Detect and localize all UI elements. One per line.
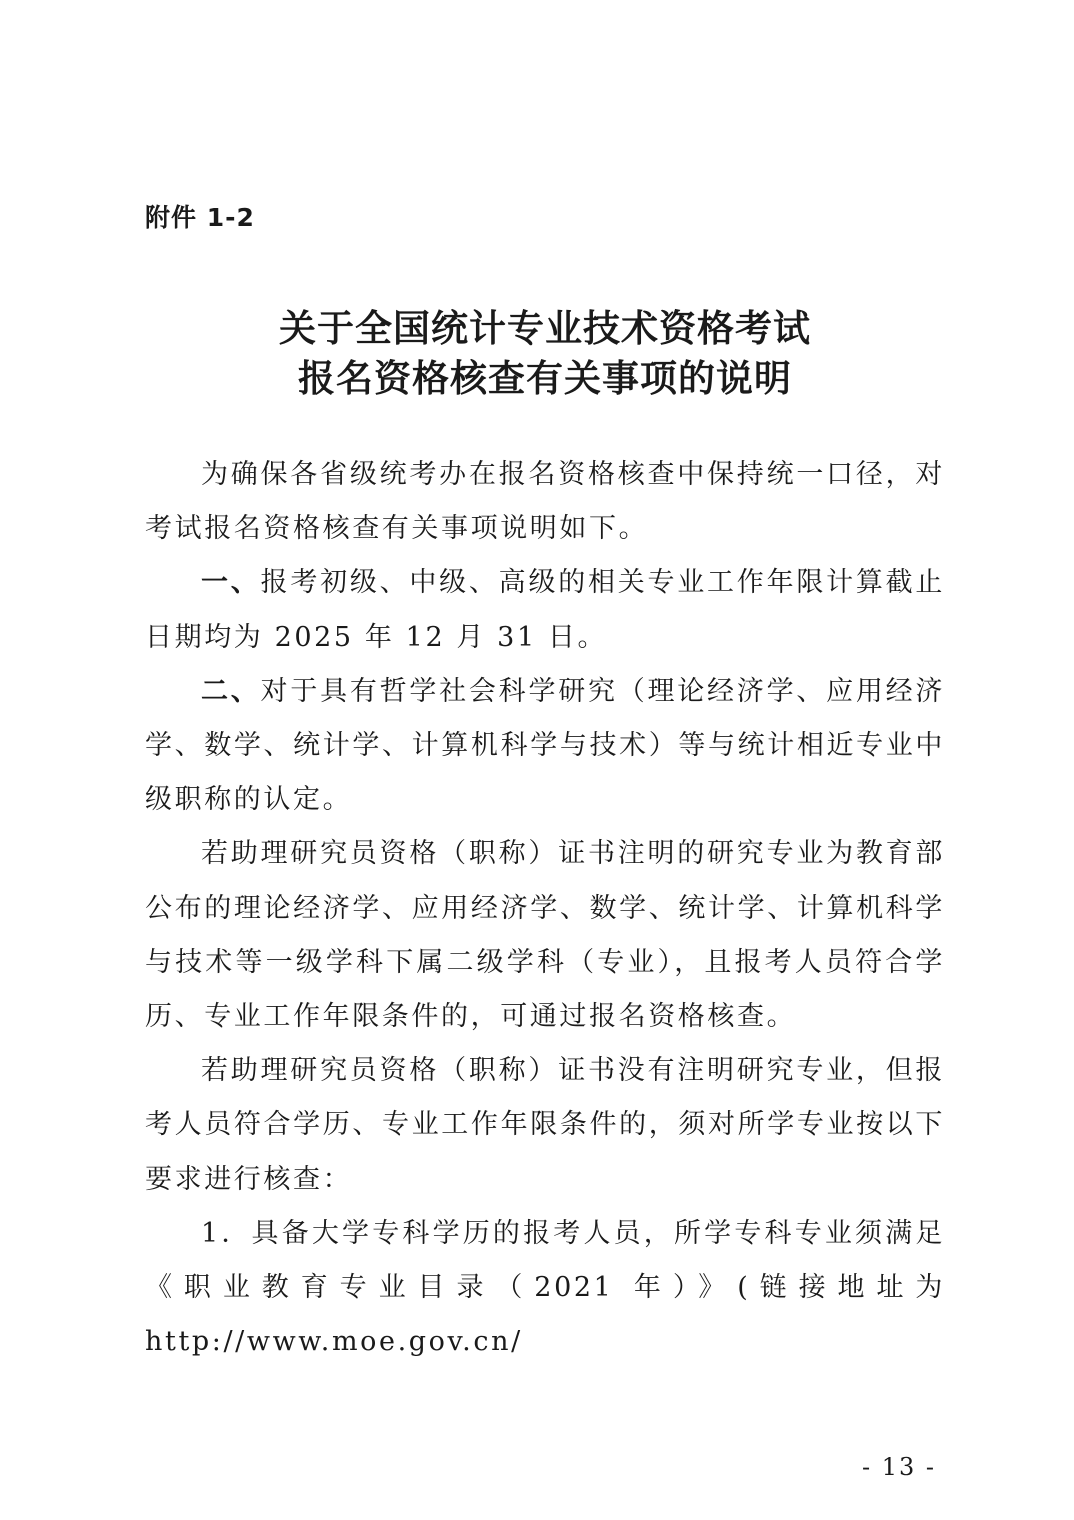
paragraph-section-2 bbox=[145, 665, 945, 828]
document-title-line1: 关于全国统计专业技术资格考试 bbox=[279, 307, 811, 350]
document-title-line2: 报名资格核查有关事项的说明 bbox=[298, 357, 792, 400]
paragraph-text: 报考初级、中级、高级的相关专业工作年限计算截止日期均为 2025 年 12 月 31 日。 bbox=[145, 567, 945, 653]
paragraph-text: 对于具有哲学社会科学研究（理论经济学、应用经济学、数学、统计学、计算机科学与技术）等与统计相近专业中级职称的认定。 bbox=[145, 675, 945, 816]
paragraph-text: 若助理研究员资格（职称）证书注明的研究专业为教育部公布的理论经济学、应用经济学、数学、统计学、计算机科学与技术等一级学科下属二级学科（专业），且报考人员符合学历、专业工作年限条件的，可通过报名资格核查。 bbox=[145, 838, 945, 1033]
page-number: - 13 - bbox=[862, 1453, 937, 1481]
section-number: 一、 bbox=[201, 567, 261, 599]
paragraph-item-1 bbox=[145, 1207, 945, 1370]
section-number: 二、 bbox=[201, 675, 261, 707]
paragraph-no-specialty bbox=[145, 1044, 945, 1207]
paragraph-intro bbox=[145, 448, 945, 556]
paragraph-text: 若助理研究员资格（职称）证书没有注明研究专业，但报考人员符合学历、专业工作年限条件的，须对所学专业按以下要求进行核查： bbox=[145, 1055, 945, 1195]
paragraph-text: 为确保各省级统考办在报名资格核查中保持统一口径，对考试报名资格核查有关事项说明如下。 bbox=[145, 459, 945, 545]
paragraph-section-1 bbox=[145, 556, 945, 664]
document-body bbox=[145, 448, 945, 1369]
paragraph-noted-specialty bbox=[145, 827, 945, 1044]
paragraph-text: 1．具备大学专科学历的报考人员，所学专科专业须满足《职业教育专业目录（2021 年）》(链接地址为 http://www.moe.gov.cn/ bbox=[145, 1217, 945, 1358]
attachment-label: 附件 1-2 bbox=[145, 203, 255, 232]
